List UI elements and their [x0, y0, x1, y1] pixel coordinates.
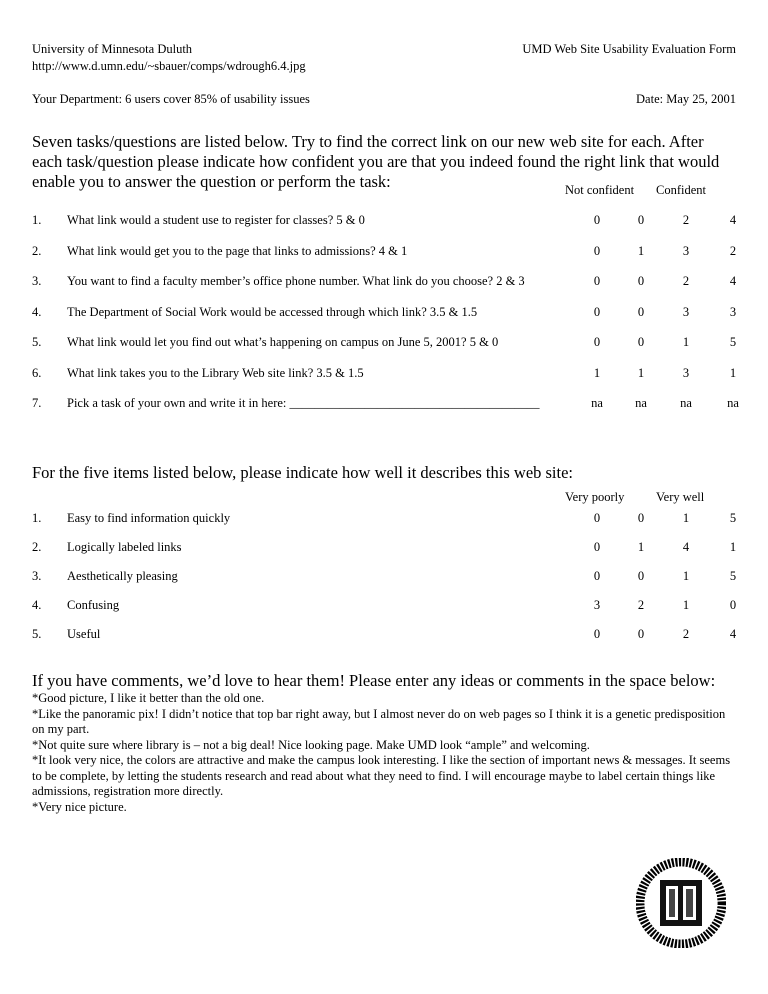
rating-value: 3	[729, 304, 737, 319]
date-line: Date: May 25, 2001	[636, 92, 736, 106]
rating-value: 1	[682, 569, 690, 583]
rating-value: 1	[729, 365, 737, 380]
task-row	[32, 305, 744, 322]
scale-right-label: Confident	[656, 183, 706, 197]
rating-value: 4	[729, 627, 737, 641]
item-text: What link would get you to the page that links to admissions? 4 & 1	[67, 243, 408, 258]
rating-value: 0	[593, 243, 601, 258]
item-text: Confusing	[67, 598, 120, 612]
rating-value: 0	[637, 335, 645, 349]
rating-row	[32, 511, 744, 528]
scale-left-label: Not confident	[565, 183, 635, 197]
section3-intro: If you have comments, we’d love to hear them! Please enter any ideas or comments in the space below:	[32, 671, 716, 690]
rating-value: 2	[682, 627, 690, 641]
rating-value: 0	[637, 569, 645, 583]
task-row	[32, 274, 744, 291]
rating-value: 1	[593, 365, 601, 380]
rating-value: 4	[729, 274, 737, 288]
item-text: Useful	[67, 627, 101, 641]
rating-value: 0	[593, 569, 601, 583]
task-row	[32, 213, 744, 230]
rating-value: na	[727, 396, 739, 410]
item-text: Aesthetically pleasing	[67, 569, 178, 583]
rating-value: 1	[682, 511, 690, 525]
task-row	[32, 244, 744, 261]
item-number: 6.	[32, 365, 42, 380]
rating-value: 1	[729, 540, 737, 554]
item-number: 5.	[32, 627, 42, 641]
item-number: 4.	[32, 598, 42, 612]
item-number: 1.	[32, 213, 42, 227]
rating-value: 4	[682, 540, 690, 554]
rating-value: 2	[682, 274, 690, 288]
rating-value: na	[635, 396, 647, 410]
comment-entry: *Very nice picture.	[32, 799, 127, 814]
item-text: What link would a student use to register for classes? 5 & 0	[67, 213, 365, 227]
comment-entry: *Not quite sure where library is – not a big deal! Nice looking page. Make UMD look “ample” and welcoming.	[32, 737, 590, 752]
task-row	[32, 366, 744, 383]
comment-entry: *Like the panoramic pix! I didn’t notice that top bar right away, but I almost never do on web pages so I think it is a genetic predisposition on my part.	[32, 706, 726, 736]
item-number: 3.	[32, 569, 42, 583]
rating-value: 5	[729, 335, 737, 349]
university-seal-icon	[636, 858, 726, 948]
rating-row	[32, 627, 744, 644]
rating-value: 2	[682, 213, 690, 227]
rating-value: 2	[729, 243, 737, 258]
rating-value: 0	[593, 335, 601, 349]
item-text: Logically labeled links	[67, 540, 182, 554]
rating-value: 0	[637, 274, 645, 288]
rating-value: 1	[637, 243, 645, 258]
rating-value: 0	[593, 274, 601, 288]
task-row	[32, 335, 744, 352]
rating-value: 1	[637, 540, 645, 554]
section1-intro: Seven tasks/questions are listed below. Try to find the correct link on our new web site for each. After each task/question please indicate how confident you are that you indeed found the right link that would enable you to answer the question or perform the task:	[32, 132, 720, 191]
item-number: 4.	[32, 304, 42, 319]
comment-entry: *Good picture, I like it better than the old one.	[32, 691, 265, 705]
rating-value: 0	[637, 304, 645, 319]
comment-entry: *It look very nice, the colors are attractive and make the campus look interesting. I like the section of important news & messages. It seems to be complete, by letting the students research and read about what they need to find. I will encourage maybe to label certain things like admissions, registration more directly.	[32, 753, 731, 798]
rating-value: na	[591, 396, 603, 410]
department-line: Your Department: 6 users cover 85% of usability issues	[32, 92, 310, 106]
rating-value: 4	[729, 213, 737, 227]
item-text: Pick a task of your own and write it in here: ________________________________________	[67, 396, 540, 410]
scale-left-label: Very poorly	[565, 490, 625, 504]
rating-value: 0	[593, 540, 601, 554]
rating-value: 0	[637, 627, 645, 641]
rating-value: 1	[682, 335, 690, 349]
item-number: 7.	[32, 396, 42, 410]
rating-value: 2	[637, 598, 645, 612]
rating-row	[32, 569, 744, 586]
rating-value: na	[680, 396, 692, 410]
rating-value: 0	[593, 627, 601, 641]
form-title: UMD Web Site Usability Evaluation Form	[522, 42, 736, 56]
item-text: What link would let you find out what’s happening on campus on June 5, 2001? 5 & 0	[67, 335, 499, 349]
section2-intro: For the five items listed below, please indicate how well it describes this web site:	[32, 463, 574, 482]
item-number: 2.	[32, 540, 42, 554]
item-text: What link takes you to the Library Web site link? 3.5 & 1.5	[67, 365, 364, 380]
source-url: http://www.d.umn.edu/~sbauer/comps/wdrough6.4.jpg	[32, 59, 306, 73]
item-number: 5.	[32, 335, 42, 349]
rating-row	[32, 598, 744, 615]
task-row	[32, 396, 744, 413]
rating-value: 0	[637, 511, 645, 525]
rating-value: 1	[637, 365, 645, 380]
rating-value: 3	[682, 304, 690, 319]
institution-name: University of Minnesota Duluth	[32, 42, 193, 56]
comments-block	[32, 691, 738, 815]
scale-right-label: Very well	[656, 490, 705, 504]
rating-value: 0	[593, 213, 601, 227]
item-number: 2.	[32, 243, 42, 258]
item-text: You want to find a faculty member’s office phone number. What link do you choose? 2 & 3	[67, 274, 525, 288]
rating-value: 0	[729, 598, 737, 612]
rating-row	[32, 540, 744, 557]
item-text: The Department of Social Work would be accessed through which link? 3.5 & 1.5	[67, 304, 478, 319]
rating-value: 3	[593, 598, 601, 612]
rating-value: 5	[729, 569, 737, 583]
item-number: 1.	[32, 511, 42, 525]
rating-value: 0	[593, 304, 601, 319]
rating-value: 5	[729, 511, 737, 525]
item-text: Easy to find information quickly	[67, 511, 231, 525]
rating-value: 1	[682, 598, 690, 612]
rating-value: 3	[682, 365, 690, 380]
item-number: 3.	[32, 274, 42, 288]
rating-value: 0	[637, 213, 645, 227]
rating-value: 3	[682, 243, 690, 258]
rating-value: 0	[593, 511, 601, 525]
